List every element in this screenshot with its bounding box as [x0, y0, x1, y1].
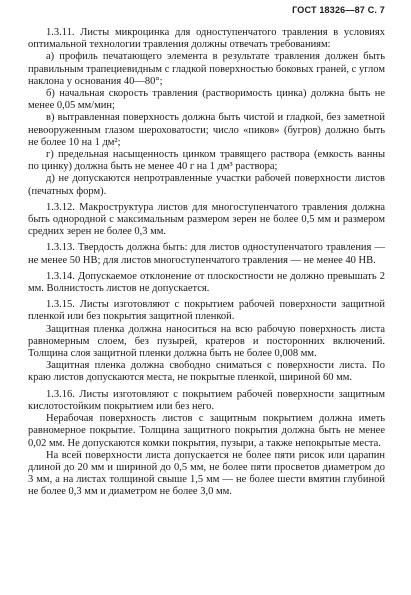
paragraph: 1.3.16. Листы изготовляют с покрытием рабочей поверхности защитным кислотостойким покрытием или без него.	[28, 388, 385, 412]
paragraph: На всей поверхности листа допускается не более пяти рисок или царапин длиной до 20 мм и шириной до 0,5 мм, не более пяти просветов диаметром до 3 мм, а на листах толщиной свыше 1,5 мм — не более шести вмятин глубиной не более 0,3 мм и диаметром не более 3,0 мм.	[28, 449, 385, 498]
running-head: ГОСТ 18326—87 С. 7	[292, 5, 385, 15]
paragraph: д) не допускаются непротравленные участки рабочей поверхности листов (печатных форм).	[28, 173, 385, 197]
paragraph: 1.3.15. Листы изготовляют с покрытием рабочей поверхности защитной пленкой или без покрытия защитной пленкой.	[28, 299, 385, 323]
paragraph: б) начальная скорость травления (растворимость цинка) должна быть не менее 0,05 мм/мин;	[28, 88, 385, 112]
paragraph: Защитная пленка должна наноситься на всю рабочую поверхность листа равномерным слоем, без пузырей, кратеров и посторонних включений. Толщина слоя защитной пленки должна быть не более 0,008 мм.	[28, 323, 385, 360]
paragraph: 1.3.12. Макроструктура листов для многоступенчатого травления должна быть однородной с максимальным размером зерен не более 0,5 мм и размером средних зерен не более 0,3 мм.	[28, 201, 385, 238]
paragraph: 1.3.13. Твердость должна быть: для листов одноступенчатого травления — не менее 50 НВ; для листов многоступенчатого травления — не менее 40 НВ.	[28, 242, 385, 266]
paragraph: Защитная пленка должна свободно сниматься с поверхности листа. По краю листов допускаются места, не покрытые пленкой, шириной 60 мм.	[28, 360, 385, 384]
body-text	[28, 27, 385, 499]
paragraph: а) профиль печатающего элемента в результате травления должен быть правильным трапециевидным с гладкой поверхностью боковых граней, с углом наклона у основания 40—80°;	[28, 51, 385, 87]
paragraph: 1.3.14. Допускаемое отклонение от плоскостности не должно превышать 2 мм. Волнистость листов не допускается.	[28, 270, 385, 295]
paragraph: г) предельная насыщенность цинком травящего раствора (емкость ванны по цинку) должна быть не менее 40 г на 1 дм³ раствора;	[28, 149, 385, 173]
paragraph: в) вытравленная поверхность должна быть чистой и гладкой, без заметной невооруженным глазом шероховатости; число «пиков» (бугров) должно быть не более 10 на 1 дм²;	[28, 112, 385, 148]
paragraph: Нерабочая поверхность листов с защитным покрытием должна иметь равномерное покрытие. Толщина защитного покрытия должна быть не менее 0,02 мм. Не допускаются комки покрытия, пузыри, а также непокрытые места.	[28, 413, 385, 449]
paragraph: 1.3.11. Листы микроцинка для одноступенчатого травления в условиях оптимальной технологии травления должны отвечать требованиям:	[28, 27, 385, 51]
